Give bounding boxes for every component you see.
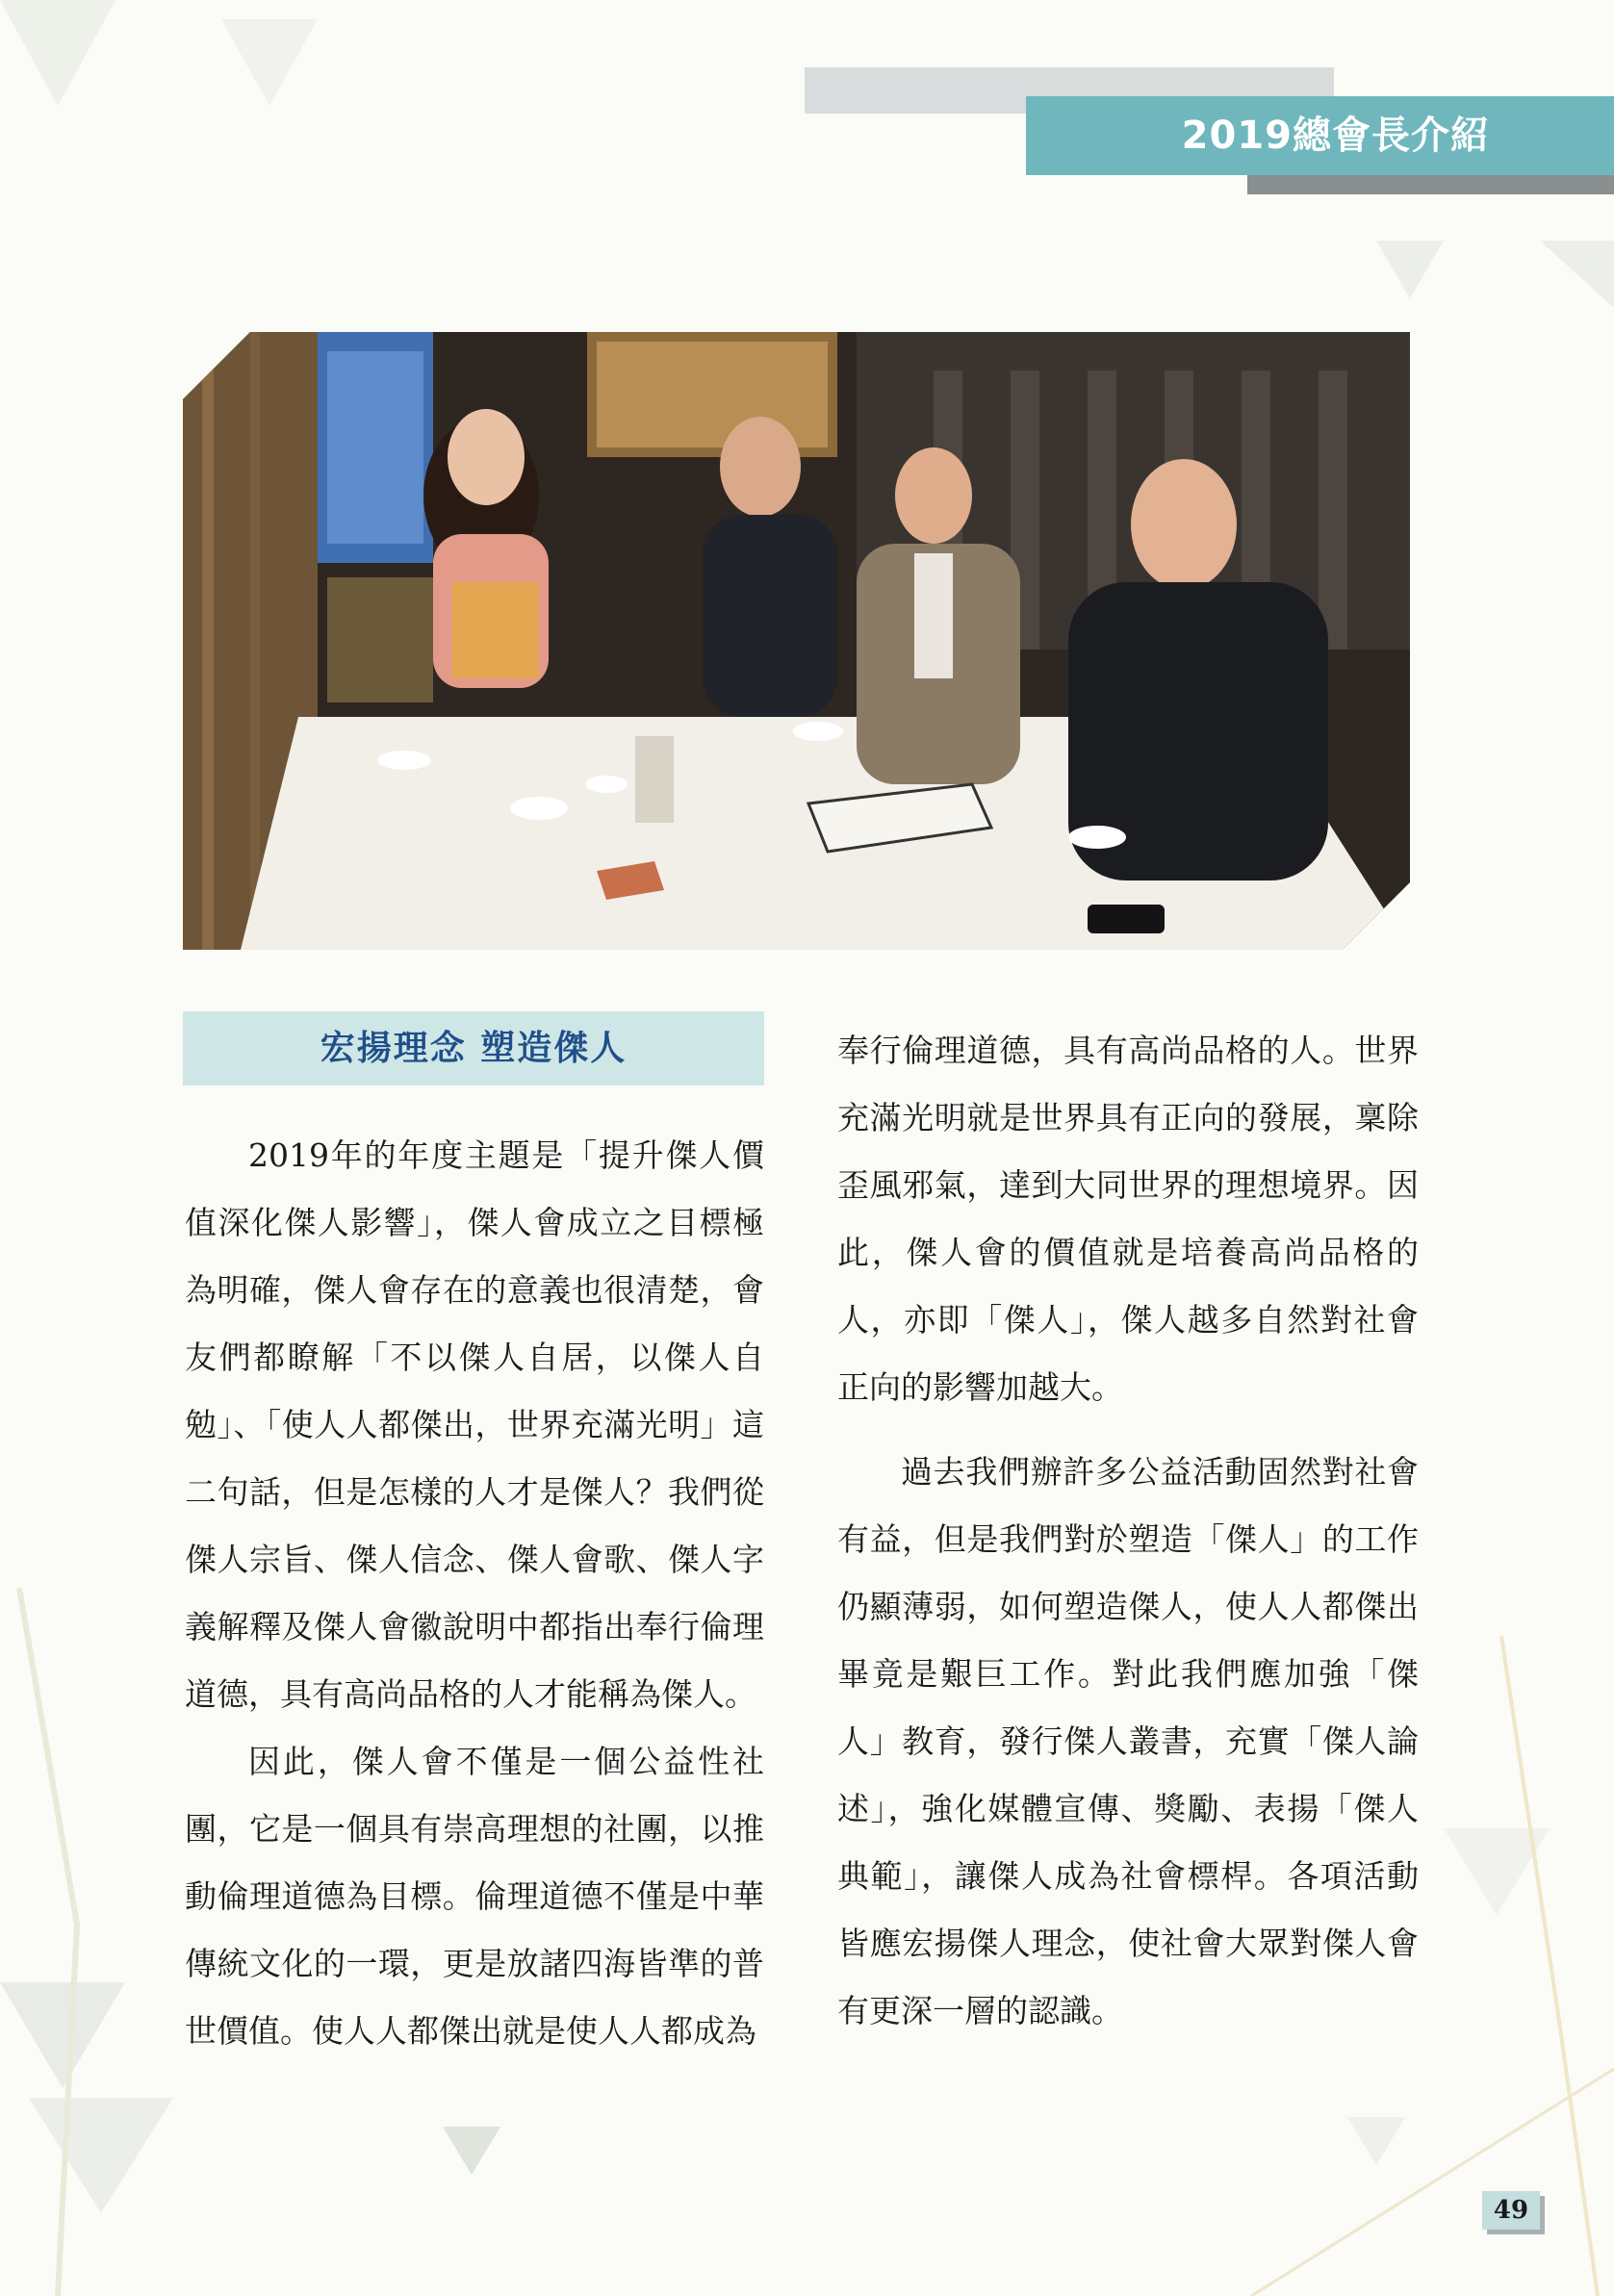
paragraph: 過去我們辦許多公益活動固然對社會有益，但是我們對於塑造「傑人」的工作仍顯薄弱，如何塑造傑人，使人人都傑出畢竟是艱巨工作。對此我們應加強「傑人」教育，發行傑人叢書，充實「傑人論述」，強化媒體宣傳、獎勵、表揚「傑人典範」，讓傑人成為社會標桿。各項活動皆應宏揚傑人理念，使社會大眾對傑人會有更深一層的認識。 <box>837 1453 1419 2029</box>
section-heading: 宏揚理念 塑造傑人 <box>183 1011 764 1085</box>
paragraph: 2019年的年度主題是「提升傑人價值深化傑人影響」，傑人會成立之目標極為明確，傑人會存在的意義也很清楚，會友們都瞭解「不以傑人自居，以傑人自勉」、「使人人都傑出，世界充滿光明」這二句話，但是怎樣的人才是傑人？我們從傑人宗旨、傑人信念、傑人會歌、傑人字義解釋及傑人會徽說明中都指出奉行倫理道德，具有高尚品格的人才能稱為傑人。 <box>185 1136 764 1713</box>
paragraph: 因此，傑人會不僅是一個公益性社團，它是一個具有崇高理想的社團，以推動倫理道德為目標。倫理道德不僅是中華傳統文化的一環，更是放諸四海皆準的普世價值。使人人都傑出就是使人人都成為 <box>185 1743 764 2050</box>
right-column <box>837 1017 1419 2045</box>
event-photo <box>183 332 1410 950</box>
page-number: 49 <box>1482 2191 1540 2230</box>
header-band-underline <box>1247 175 1614 194</box>
section-title: 2019總會長介紹 <box>1181 114 1490 158</box>
left-column <box>185 1122 764 2065</box>
paragraph-continued: 奉行倫理道德，具有高尚品格的人。世界充滿光明就是世界具有正向的發展，稟除歪風邪氣，達到大同世界的理想境界。因此，傑人會的價值就是培養高尚品格的人，亦即「傑人」，傑人越多自然對社會正向的影響加越大。 <box>837 1032 1419 1406</box>
